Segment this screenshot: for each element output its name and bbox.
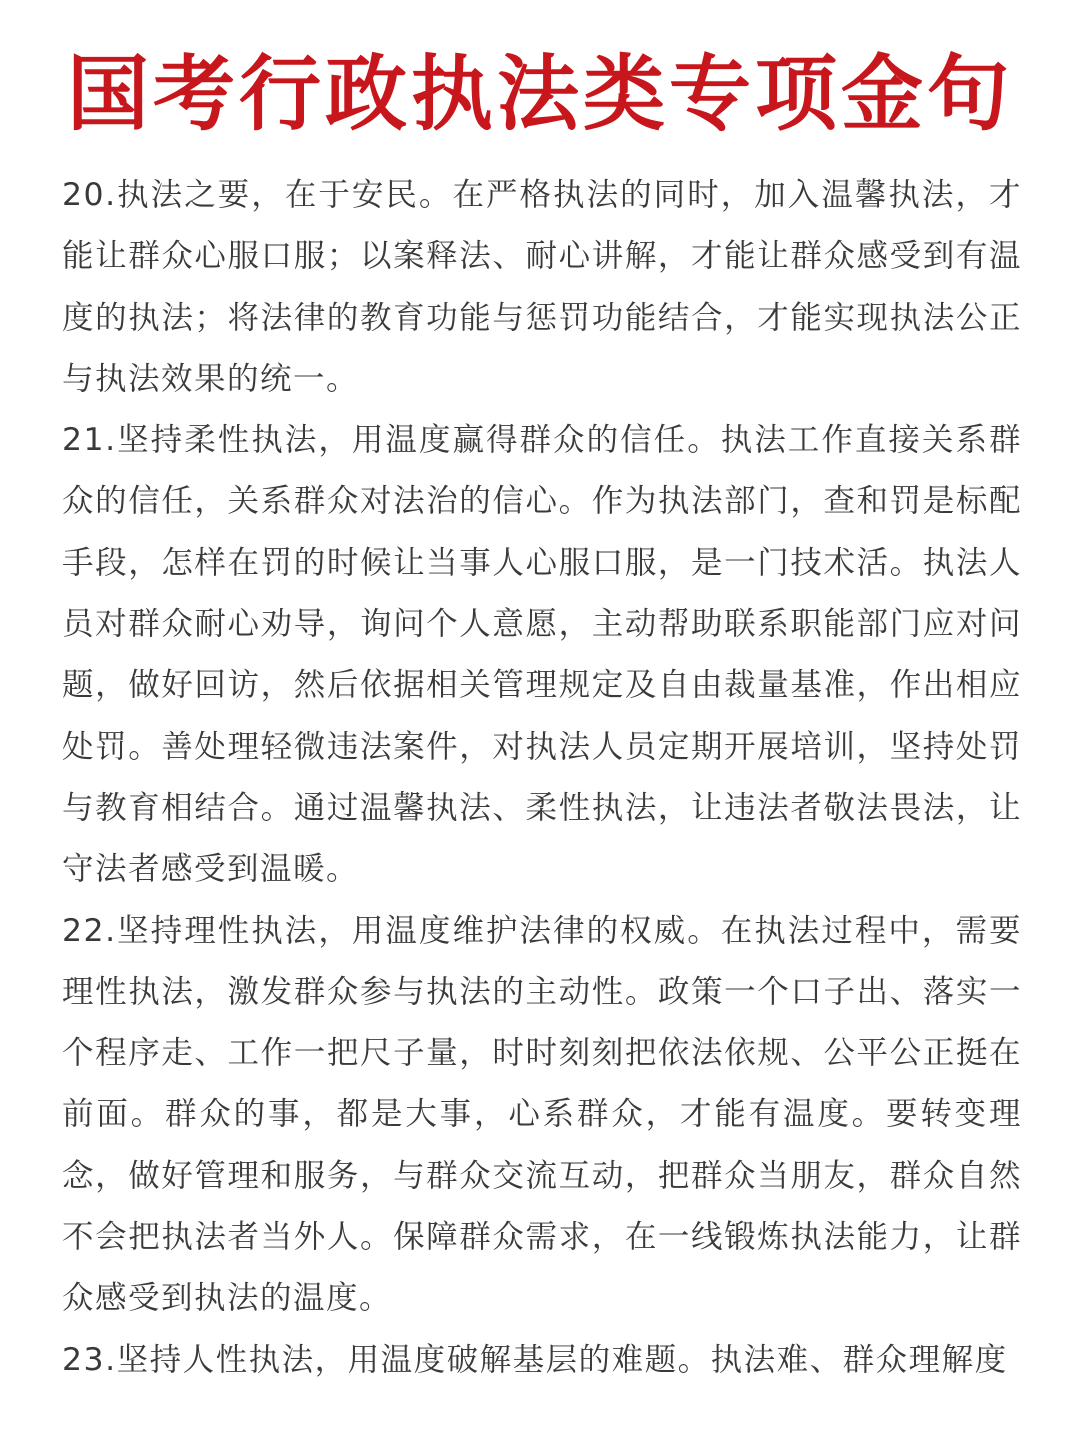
paragraph-22: 22.坚持理性执法，用温度维护法律的权威。在执法过程中，需要理性执法，激发群众参与执法的主动性。政策一个口子出、落实一个程序走、工作一把尺子量，时时刻刻把依法依规、公平公正挺在前面。群众的事，都是大事，心系群众，才能有温度。要转变理念，做好管理和服务，与群众交流互动，把群众当朋友，群众自然不会把执法者当外人。保障群众需求，在一线锻炼执法能力，让群众感受到执法的温度。: [62, 912, 1022, 1317]
paragraph-21: 21.坚持柔性执法，用温度赢得群众的信任。执法工作直接关系群众的信任，关系群众对法治的信心。作为执法部门，查和罚是标配手段，怎样在罚的时候让当事人心服口服，是一门技术活。执法人员对群众耐心劝导，询问个人意愿，主动帮助联系职能部门应对问题，做好回访，然后依据相关管理规定及自由裁量基准，作出相应处罚。善处理轻微违法案件，对执法人员定期开展培训，坚持处罚与教育相结合。通过温馨执法、柔性执法，让违法者敬法畏法，让守法者感受到温暖。: [62, 422, 1022, 888]
paragraph-23: 23.坚持人性执法，用温度破解基层的难题。执法难、群众理解度: [62, 1341, 1008, 1378]
paragraph-20: 20.执法之要，在于安民。在严格执法的同时，加入温馨执法，才能让群众心服口服；以案释法、耐心讲解，才能让群众感受到有温度的执法；将法律的教育功能与惩罚功能结合，才能实现执法公正与执法效果的统一。: [62, 177, 1022, 397]
article-body: [62, 165, 1022, 1391]
page-title: 国考行政执法类专项金句: [66, 47, 1013, 142]
